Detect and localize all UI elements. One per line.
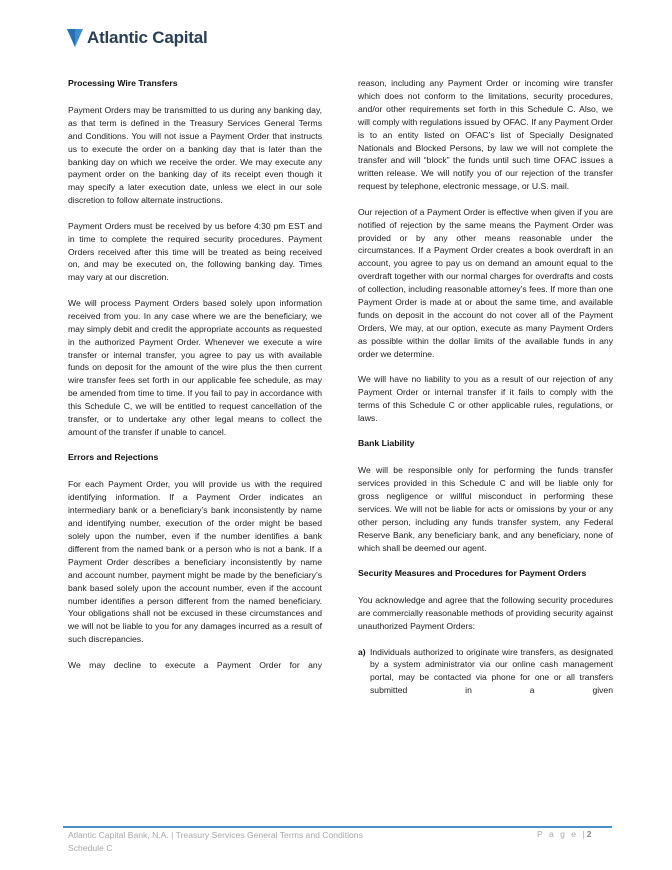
section-heading-bank-liability: Bank Liability (358, 438, 415, 449)
section-heading-errors-and-rejections: Errors and Rejections (68, 452, 159, 463)
list-item-text: Individuals authorized to originate wire transfers, as designated by a system administrator via our online cash management portal, may be contacted via phone for one or all transfers submitted in a given (370, 646, 613, 696)
right-column (358, 77, 613, 697)
footer-text (68, 829, 363, 854)
logo-mark-icon (66, 27, 84, 49)
list-marker: a) (358, 646, 366, 657)
paragraph: We may decline to execute a Payment Order for any (68, 659, 322, 670)
page-label: P a g e | (537, 829, 587, 839)
footer-line-2: Schedule C (68, 842, 113, 853)
paragraph: We will have no liability to you as a result of our rejection of any Payment Order or internal transfer if it fails to comply with the terms of this Schedule C or other applicable rules, regulations, or laws. (358, 374, 613, 423)
paragraph: reason, including any Payment Order or incoming wire transfer which does not conform to the limitations, security procedures, and/or other requirements set forth in this Schedule C. Also, we will comply with regulations issued by OFAC. If any Payment Order is to an entity listed on OFAC’s list of Specially Designated Nationals and Blocked Persons, by law we will not complete the transfer and will “block” the funds until such time OFAC issues a written release. We will notify you of our rejection of the transfer request by telephone, electronic message, or U.S. mail. (358, 78, 613, 192)
paragraph: Payment Orders may be transmitted to us during any banking day, as that term is defined in the Treasury Services General Terms and Conditions. You will not issue a Payment Order that instructs us to execute the order on a banking day that is later than the banking day on which we receive the order. We may execute any payment order on the banking day of its receipt even though it may specify a later execution date, unless we elect in our sole discretion to follow alternate instructions. (68, 104, 322, 206)
paragraph: We will process Payment Orders based solely upon information received from you. In any case where we are the beneficiary, we may simply debit and credit the appropriate accounts as requested in the authorized Payment Order. Whenever we execute a wire transfer or internal transfer, you agree to pay us with available funds on deposit for the amount of the wire plus the then current wire transfer fees set forth in our applicable fee schedule, as may be amended from time to time. If you fail to pay in accordance with this Schedule C, we will be entitled to request cancellation of the transfer, or to undertake any other legal means to collect the amount of the transfer if unable to cancel. (68, 297, 322, 437)
paragraph: Our rejection of a Payment Order is effective when given if you are notified of rejection by the same means the Payment Order was provided or by any other means reasonable under the circumstances. If a Payment Order creates a book overdraft in an account, you agree to pay us on demand an amount equal to the overdraft together with our normal charges for overdrafts and costs of collection, including reasonable attorney’s fees. If more than one Payment Order is made at or about the same time, and available funds on deposit in the account do not cover all of the Payment Orders, We may, at our option, execute as many Payment Orders as possible within the dollar limits of the available funds in any order we determine. (358, 206, 613, 359)
logo-text: Atlantic Capital (87, 28, 208, 47)
page-number: 2 (586, 829, 592, 839)
left-column (68, 77, 322, 684)
footer-rule (63, 826, 612, 828)
footer-line-1: Atlantic Capital Bank, N.A. | Treasury Services General Terms and Conditions (68, 830, 363, 840)
list-item (358, 646, 613, 698)
paragraph: We will be responsible only for performing the funds transfer services provided in this Schedule C and will be liable only for gross negligence or willful misconduct in performing these services. We will not be liable for acts or omissions by your or any other person, including any funds transfer system, any Federal Reserve Bank, any beneficiary bank, and any beneficiary, none of which shall be deemed our agent. (358, 465, 613, 553)
section-heading-security-measures: Security Measures and Procedures for Payment Orders (358, 568, 587, 579)
paragraph: Payment Orders must be received by us before 4:30 pm EST and in time to complete the required security procedures. Payment Orders received after this time will be treated as being received on, and may be executed on, the following banking day. Times may vary at our discretion. (68, 220, 322, 283)
company-logo (66, 24, 208, 52)
paragraph: You acknowledge and agree that the following security procedures are commercially reasonable methods of providing security against unauthorized Payment Orders: (358, 595, 613, 631)
paragraph: For each Payment Order, you will provide us with the required identifying information. If a Payment Order indicates an intermediary bank or a beneficiary’s bank inconsistently by name and identifying number, execution of the order might be based solely upon the number, even if the number identifies a bank different from the named bank or a person who is not a bank. If a Payment Order describes a beneficiary inconsistently by name and account number, payment might be made by the beneficiary’s bank based solely upon the account number, even if the account number identifies a person different from the named beneficiary. Your obligations shall not be excused in these circumstances and we will not be liable to you for any damages incurred as a result of such discrepancies. (68, 479, 322, 645)
section-heading-processing-wire-transfers: Processing Wire Transfers (68, 78, 178, 88)
page-indicator (537, 829, 591, 839)
